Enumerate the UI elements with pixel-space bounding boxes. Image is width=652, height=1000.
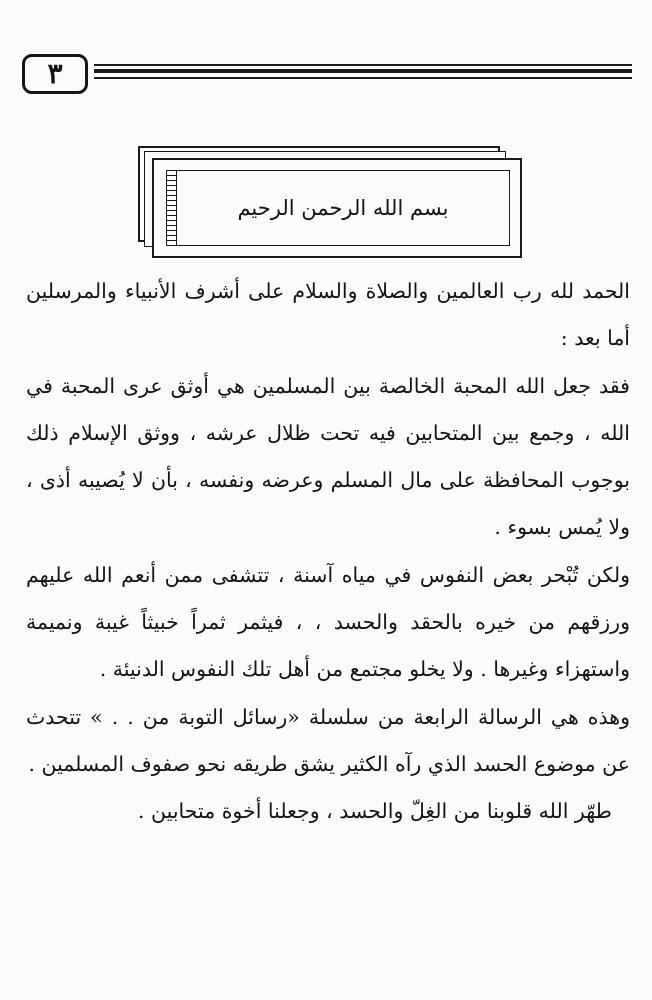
paragraph-love-in-allah: فقد جعل الله المحبة الخالصة بين المسلمين هي أوثق عرى المحبة في الله ، وجمع بين المتحابين فيه تحت ظلال عرشه ، ووثق الإسلام ذلك بوجوب المحافظة على مال المسلم وعرضه ونفسه ، بأن لا يُصيبه أذى ، ولا يُمس بسوء . [26, 373, 630, 540]
paragraph-envy-souls: ولكن تُبْحر بعض النفوس في مياه آسنة ، تتشفى ممن أنعم الله عليهم ورزقهم من خيره بالحقد والحسد ، ، فيثمر ثمراً خبيثاً غيبة ونميمة واستهزاء وغيرها . ولا يخلو مجتمع من أهل تلك النفوس الدنيئة . [26, 562, 630, 682]
frame-front-layer [152, 158, 522, 258]
paragraph-opening: الحمد لله رب العالمين والصلاة والسلام على أشرف الأنبياء والمرسلين أما بعد : [26, 279, 630, 351]
header-rule-thick [94, 69, 632, 73]
header-rule-thin-bottom [94, 77, 632, 79]
frame-inner-border [166, 170, 510, 246]
paragraph-series-intro: وهذه هي الرسالة الرابعة من سلسلة «رسائل التوبة من . . » تتحدث عن موضوع الحسد الذي رآه الكثير يشق طريقه نحو صفوف المسلمين . [26, 704, 630, 776]
page-header [22, 54, 632, 98]
basmala-text: بسم الله الرحمن الرحيم [237, 195, 449, 220]
basmala-frame [138, 146, 524, 260]
body-text [26, 268, 630, 836]
frame-ladder-ornament [167, 171, 177, 245]
paragraph-closing-prayer: طهّر الله قلوبنا من الغِلّ والحسد ، وجعلنا أخوة متحابين . [138, 799, 612, 824]
header-rule-thin-top [94, 64, 632, 66]
page-number: ٣ [22, 54, 88, 94]
